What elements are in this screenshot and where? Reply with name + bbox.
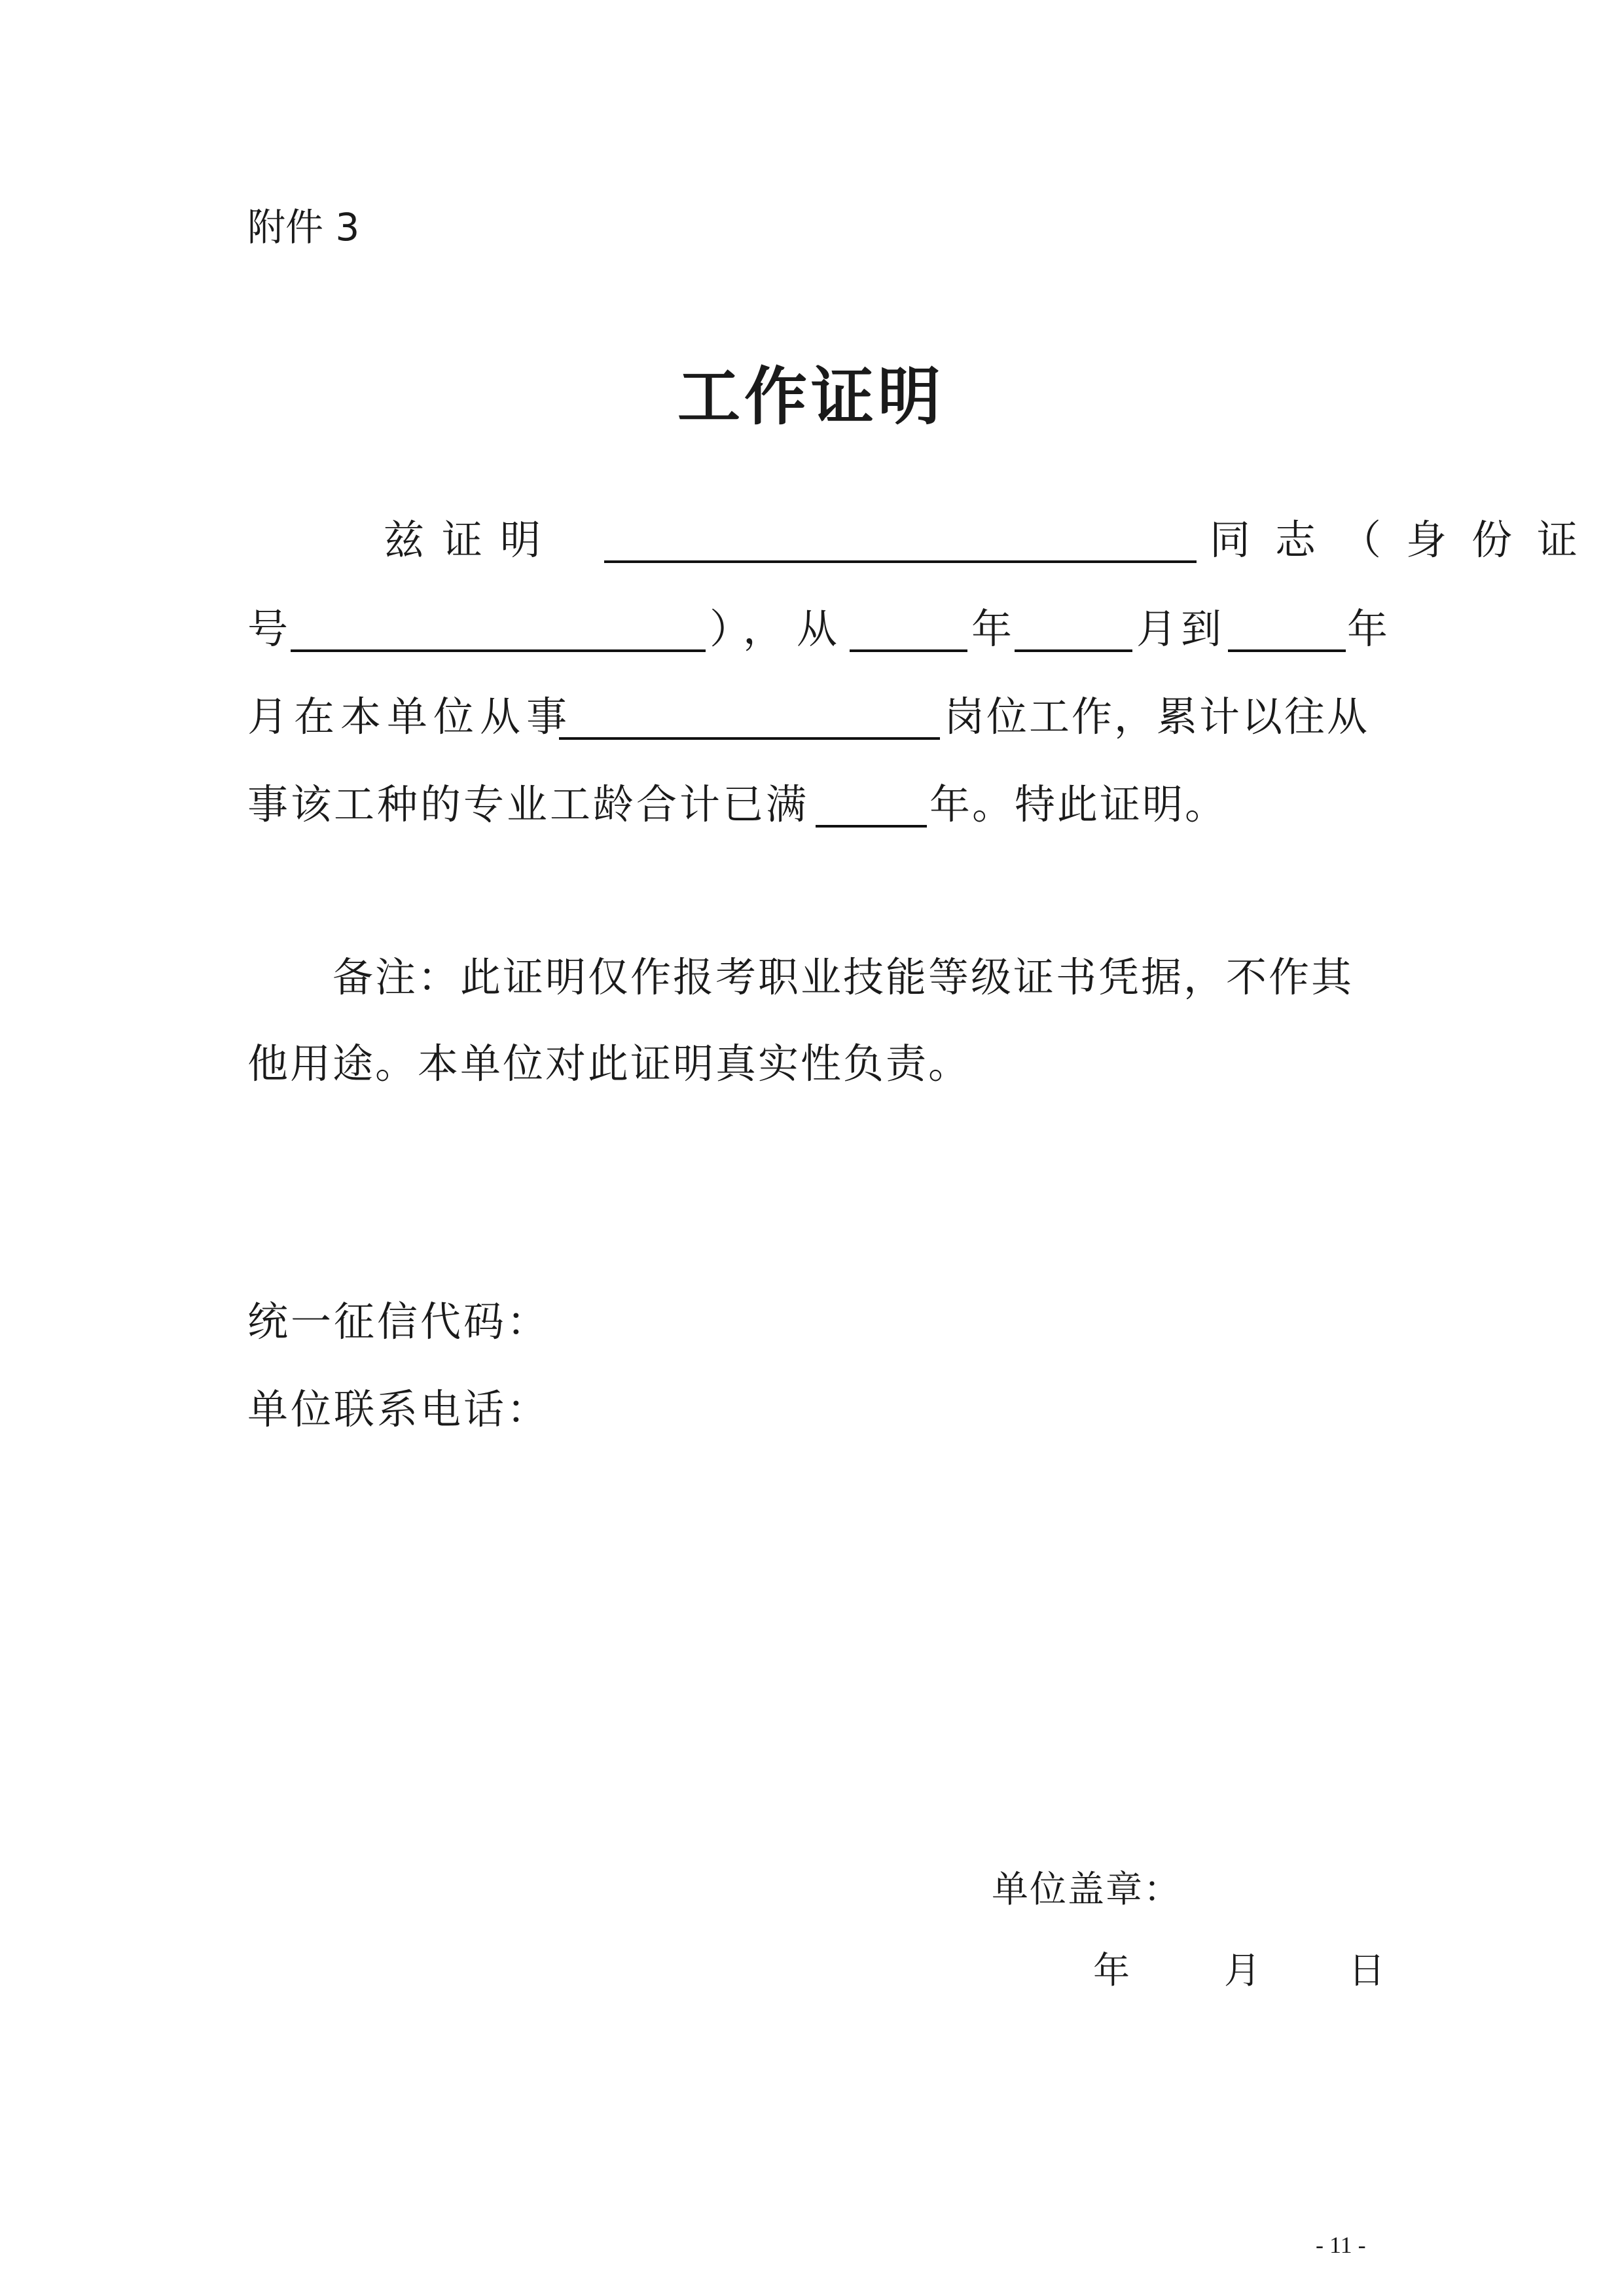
page-number: - 11 - [1316,2232,1366,2258]
certify-end-text: 年。特此证明。 [929,780,1228,828]
start-year-blank[interactable] [850,600,967,652]
name-blank[interactable] [604,511,1197,563]
start-month-blank[interactable] [1015,600,1132,652]
end-year-blank[interactable] [1228,600,1346,652]
certify-text: 兹 证 明 [384,516,541,564]
seal-year-label: 年 [1093,1950,1130,1992]
position-blank[interactable] [559,687,940,740]
body-line-1 [247,511,1603,570]
seal-day-label: 日 [1348,1950,1385,1992]
seniority-text: 事该工种的专业工龄合计已满 [247,780,810,828]
start-year-label: 年 [971,605,1013,653]
comrade-id-text: 同志（身份证 [1210,516,1603,564]
phone-label: 单位联系电话： [247,1385,550,1433]
body-line-3 [247,687,1379,746]
note-line-2 [247,1034,1379,1093]
note-line-1 [247,948,1379,1007]
page-title: 工作证明 [677,360,945,433]
seal-label: 单位盖章： [992,1868,1181,1911]
id-number-label: 号 [247,605,289,653]
attachment-label: 附件 3 [247,205,360,249]
seal-month-label: 月 [1224,1950,1261,1992]
note-text-2: 他用途。本单位对此证明真实性负责。 [247,1040,971,1087]
body-line-2 [247,600,1388,659]
body-line-4 [247,775,1379,834]
note-text-1: 备注：此证明仅作报考职业技能等级证书凭据，不作其 [333,953,1354,1001]
seniority-years-blank[interactable] [816,775,927,828]
from-text: ），从 [710,605,851,653]
work-at-text: 月在本单位从事 [247,693,573,740]
to-text: 月到 [1136,605,1226,653]
end-year-label: 年 [1347,605,1388,653]
id-number-blank[interactable] [291,600,706,652]
position-work-text: 岗位工作，累计以往从 [944,693,1370,740]
credit-code-label: 统一征信代码： [247,1298,550,1345]
